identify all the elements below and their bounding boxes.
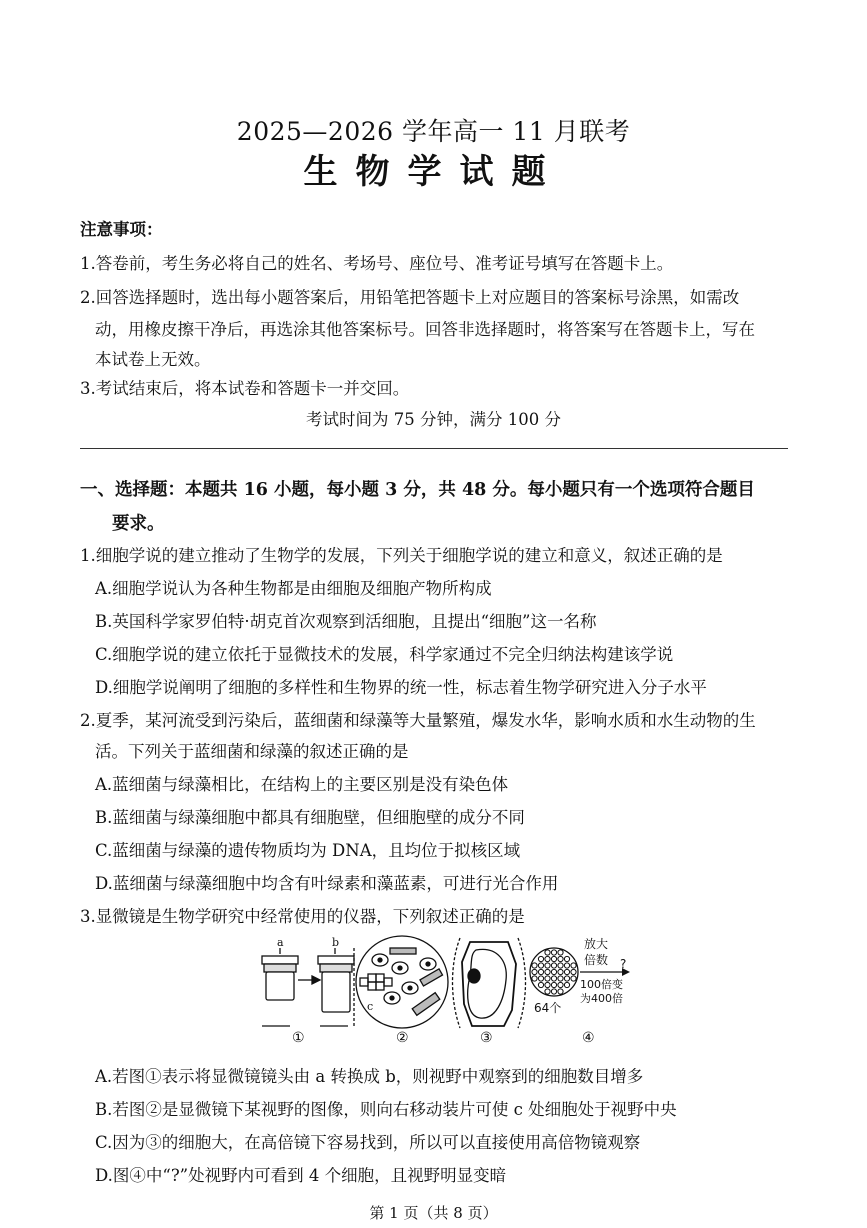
figure-label-2: ②: [396, 1030, 409, 1046]
label-a: a: [277, 936, 284, 949]
change-label-1: 100倍变: [580, 978, 623, 991]
q3-option-b: B.若图②是显微镜下某视野的图像，则向右移动装片可使 c 处细胞处于视野中央: [95, 1100, 677, 1119]
question-mark: ?: [620, 957, 627, 971]
q1-option-a: A.细胞学说认为各种生物都是由细胞及细胞产物所构成: [95, 579, 492, 598]
q1-stem: 1.细胞学说的建立推动了生物学的发展，下列关于细胞学说的建立和意义，叙述正确的是: [80, 546, 723, 565]
section1-heading-line1: 一、选择题：本题共 16 小题，每小题 3 分，共 48 分。每小题只有一个选项符合题目: [80, 480, 755, 500]
figure-label-1: ①: [292, 1030, 305, 1046]
q2-stem-line1: 2.夏季，某河流受到污染后，蓝细菌和绿藻等大量繁殖，爆发水华，影响水质和水生动物的生: [80, 711, 756, 730]
notice-item-3: 3.考试结束后，将本试卷和答题卡一并交回。: [80, 379, 410, 398]
exam-title-line1: 2025—2026 学年高一 11 月联考: [236, 117, 631, 146]
notice-item-2-line3: 本试卷上无效。: [95, 350, 211, 369]
q1-option-b: B.英国科学家罗伯特·胡克首次观察到活细胞，且提出“细胞”这一名称: [95, 612, 597, 631]
microscope-figure: [250, 934, 630, 1046]
zoom-label-1: 放大: [584, 937, 609, 951]
q3-option-a: A.若图①表示将显微镜镜头由 a 转换成 b，则视野中观察到的细胞数目增多: [95, 1067, 644, 1086]
exam-title-subject: 生物学试题: [303, 152, 564, 192]
figure-label-4: ④: [582, 1030, 595, 1046]
q2-option-b: B.蓝细菌与绿藻细胞中都具有细胞壁，但细胞壁的成分不同: [95, 808, 525, 827]
q1-option-c: C.细胞学说的建立依托于显微技术的发展，科学家通过不完全归纳法构建该学说: [95, 645, 674, 664]
notice-heading: 注意事项：: [80, 220, 163, 239]
label-b: b: [332, 936, 340, 949]
figure-1-objectives: [262, 936, 354, 1026]
change-label-2: 为400倍: [580, 992, 623, 1005]
q2-option-a: A.蓝细菌与绿藻相比，在结构上的主要区别是没有染色体: [95, 775, 509, 794]
q2-option-d: D.蓝细菌与绿藻细胞中均含有叶绿素和藻蓝素，可进行光合作用: [95, 874, 559, 893]
divider: [80, 448, 788, 449]
section1-heading-line2: 要求。: [112, 514, 165, 534]
figure-label-3: ③: [480, 1030, 493, 1046]
page-footer: 第 1 页（共 8 页）: [369, 1204, 498, 1222]
label-c: c: [367, 1000, 374, 1013]
q2-option-c: C.蓝细菌与绿藻的遗传物质均为 DNA，且均位于拟核区域: [95, 841, 521, 860]
figure-2-field: [356, 936, 448, 1028]
notice-item-2-line1: 2.回答选择题时，选出每小题答案后，用铅笔把答题卡上对应题目的答案标号涂黑，如需改: [80, 288, 740, 307]
zoom-label-2: 倍数: [584, 953, 609, 967]
figure-3-plant-cell: [453, 938, 526, 1028]
notice-item-2-line2: 动，用橡皮擦干净后，再选涂其他答案标号。回答非选择题时，将答案写在答题卡上，写在: [95, 320, 755, 339]
q3-option-d: D.图④中“?”处视野内可看到 4 个细胞，且视野明显变暗: [95, 1166, 507, 1185]
cell-count-label: 64个: [534, 1001, 562, 1015]
notice-item-1: 1.答卷前，考生务必将自己的姓名、考场号、座位号、准考证号填写在答题卡上。: [80, 254, 674, 273]
q3-stem: 3.显微镜是生物学研究中经常使用的仪器，下列叙述正确的是: [80, 907, 525, 926]
exam-time: 考试时间为 75 分钟，满分 100 分: [306, 410, 561, 429]
q1-option-d: D.细胞学说阐明了细胞的多样性和生物界的统一性，标志着生物学研究进入分子水平: [95, 678, 707, 697]
q2-stem-line2: 活。下列关于蓝细菌和绿藻的叙述正确的是: [95, 742, 409, 761]
q3-option-c: C.因为③的细胞大，在高倍镜下容易找到，所以可以直接使用高倍物镜观察: [95, 1133, 641, 1152]
